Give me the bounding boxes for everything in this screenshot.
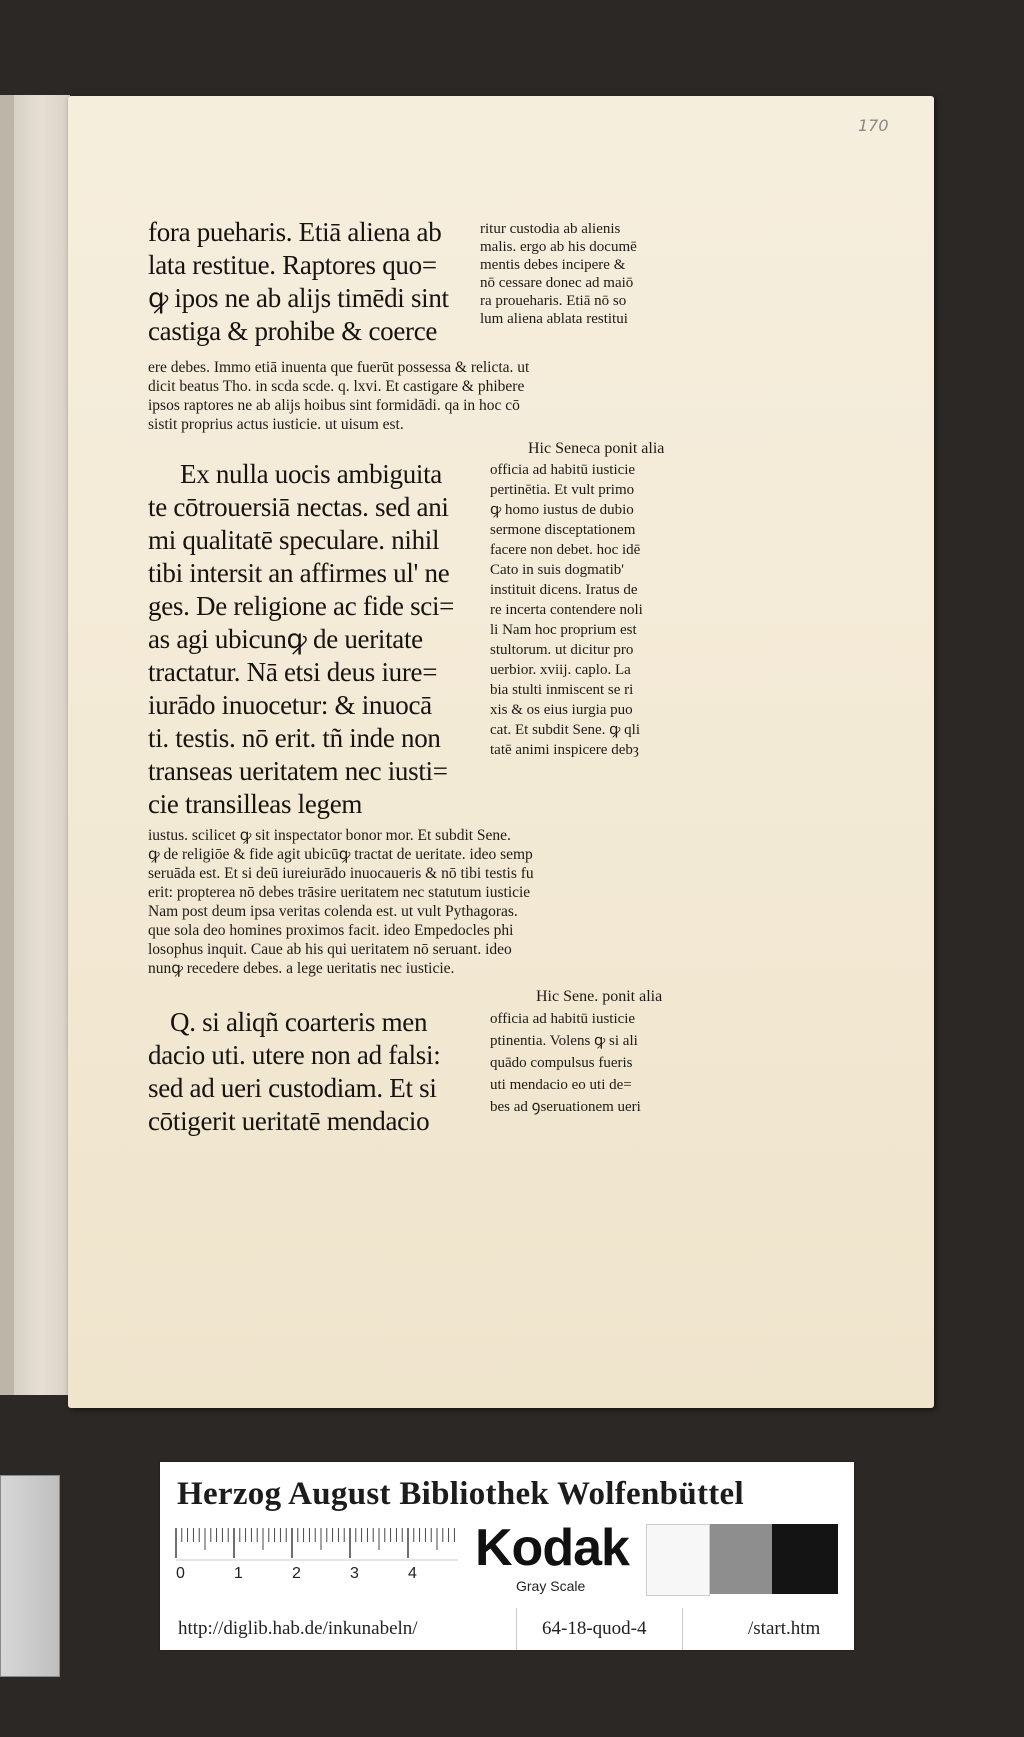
text-line: facere non debet. hoc idē xyxy=(490,542,641,558)
para3-side-column xyxy=(490,1008,716,1118)
url-row xyxy=(160,1608,854,1650)
text-line: xis & os eius iurgia puo xyxy=(490,702,633,718)
color-target-card xyxy=(160,1462,854,1650)
text-line: ꝙ ipos ne ab alijs timēdi sint xyxy=(148,283,449,313)
text-block xyxy=(148,216,716,1136)
text-line: cat. Et subdit Sene. ꝙ qli xyxy=(490,722,640,738)
black-swatch xyxy=(772,1524,838,1594)
para3-heading: Hic Sene. ponit alia xyxy=(536,988,663,1005)
text-line: malis. ergo ab his documē xyxy=(480,239,637,255)
text-line: te cōtrouersiā nectas. sed ani xyxy=(148,492,449,522)
text-line: bia stulti inmiscent se ri xyxy=(490,682,634,698)
text-line: sermone disceptationem xyxy=(490,522,636,538)
text-line: tractatur. Nā etsi deus iure= xyxy=(148,657,438,687)
previous-page-edge xyxy=(0,95,70,1395)
text-line: cie transilleas legem xyxy=(148,789,363,819)
ruler-number: 4 xyxy=(408,1565,417,1580)
text-line: Nam post deum ipsa veritas colenda est. ut vult Pythagoras. xyxy=(148,903,518,920)
manuscript-page xyxy=(68,96,934,1408)
text-line: ipsos raptores ne ab alijs hoibus sint formidādi. qa in hoc cō xyxy=(148,397,520,414)
text-line: dacio uti. utere non ad falsi: xyxy=(148,1040,441,1070)
text-line: pertinētia. Et vult primo xyxy=(490,482,635,498)
ruler-number: 1 xyxy=(234,1565,243,1580)
text-line: tatē animi inspicere debȝ xyxy=(490,742,639,758)
url-separator xyxy=(682,1608,683,1650)
text-line: lum aliena ablata restitui xyxy=(480,311,628,327)
text-line: officia ad habitū iusticie xyxy=(490,1011,636,1027)
text-line: cōtigerit ueritatē mendacio xyxy=(148,1106,430,1136)
text-line: sistit proprius actus iusticie. ut uisum est. xyxy=(148,416,404,433)
url-suffix: /start.htm xyxy=(748,1618,821,1639)
gray-scale-label: Gray Scale xyxy=(516,1578,586,1594)
text-line: ra proueharis. Etiā nō so xyxy=(480,293,627,309)
text-line: quādo compulsus fueris xyxy=(490,1055,633,1071)
para2-side-column xyxy=(490,460,716,760)
text-line: ꝙ homo iustus de dubio xyxy=(490,502,634,518)
side-label-strip xyxy=(0,1475,60,1677)
text-line: erit: propterea nō debes trāsire ueritatem nec statutum iusticie xyxy=(148,884,531,901)
text-line: transeas ueritatem nec iusti= xyxy=(148,756,448,786)
ruler-ticks xyxy=(176,1528,458,1560)
text-line: as agi ubicunꝙ de ueritate xyxy=(148,624,423,654)
text-line: dicit beatus Tho. in scda scde. q. lxvi. Et castigare & phibere xyxy=(148,378,525,395)
text-line: ptinentia. Volens ꝙ si ali xyxy=(490,1033,638,1049)
text-line: ritur custodia ab alienis xyxy=(480,221,621,237)
text-line: ere debes. Immo etiā inuenta que fuerūt possessa & relicta. ut xyxy=(148,359,530,376)
text-line: officia ad habitū iusticie xyxy=(490,462,636,478)
text-line: mentis debes incipere & xyxy=(480,257,626,273)
text-line: li Nam hoc proprium est xyxy=(490,622,637,638)
text-line: losophus inquit. Caue ab his qui ueritatem nō seruant. ideo xyxy=(148,941,512,958)
url-separator xyxy=(516,1608,517,1650)
text-line: castiga & prohibe & coerce xyxy=(148,316,438,346)
folio-number: 170 xyxy=(858,116,889,135)
text-line: re incerta contendere noli xyxy=(490,602,643,618)
ruler-number: 3 xyxy=(350,1565,359,1580)
kodak-logo: Kodak xyxy=(475,1519,629,1577)
url-base: http://diglib.hab.de/inkunabeln/ xyxy=(178,1618,418,1639)
ruler-number: 0 xyxy=(176,1565,185,1580)
text-line: uti mendacio eo uti de= xyxy=(490,1077,632,1093)
text-line: fora pueharis. Etiā aliena ab xyxy=(148,217,442,247)
para3-main-column xyxy=(148,1006,488,1138)
text-line: ges. De religione ac fide sci= xyxy=(148,591,455,621)
text-line: uerbior. xviij. caplo. La xyxy=(490,662,631,678)
text-line: Q. si aliqñ coarteris men xyxy=(170,1007,428,1037)
para1-side-column xyxy=(480,220,716,328)
text-line: instituit dicens. Iratus de xyxy=(490,582,638,598)
text-line: stultorum. ut dicitur pro xyxy=(490,642,634,658)
para2-main-column xyxy=(148,458,488,821)
text-line: iustus. scilicet ꝙ sit inspectator bonor mor. Et subdit Sene. xyxy=(148,827,511,844)
text-line: lata restitue. Raptores quo= xyxy=(148,250,437,280)
url-id: 64-18-quod-4 xyxy=(542,1618,647,1639)
para2-heading: Hic Seneca ponit alia xyxy=(528,440,665,457)
library-title: Herzog August Bibliothek Wolfenbüttel xyxy=(177,1476,744,1512)
text-line: seruāda est. Et si deū iureiurādo inuocaueris & nō tibi testis fu xyxy=(148,865,534,882)
page-gutter xyxy=(0,95,14,1395)
text-line: iurādo inuocetur: & inuocā xyxy=(148,690,432,720)
text-line: bes ad ꝯseruationem ueri xyxy=(490,1099,641,1115)
text-line: Ex nulla uocis ambiguita xyxy=(180,459,442,489)
text-line: Cato in suis dogmatib' xyxy=(490,562,624,578)
text-line: nō cessare donec ad maiō xyxy=(480,275,634,291)
text-line: ti. testis. nō erit. tñ inde non xyxy=(148,723,441,753)
text-line: mi qualitatē speculare. nihil xyxy=(148,525,440,555)
para2-full-lines xyxy=(148,826,716,978)
ruler-scale xyxy=(174,1526,464,1580)
gray-swatch xyxy=(710,1524,772,1594)
ruler-number: 2 xyxy=(292,1565,301,1580)
white-swatch xyxy=(646,1524,710,1596)
para1-main-column xyxy=(148,216,478,348)
text-line: que sola deo homines proximos facit. ideo Empedocles phi xyxy=(148,922,514,939)
text-line: ꝙ de religiōe & fide agit ubicūꝙ tractat de ueritate. ideo semp xyxy=(148,846,533,863)
text-line: nunꝙ recedere debes. a lege ueritatis nec iusticie. xyxy=(148,960,455,977)
text-line: sed ad ueri custodiam. Et si xyxy=(148,1073,437,1103)
para1-full-lines xyxy=(148,358,716,434)
text-line: tibi intersit an affirmes ul' ne xyxy=(148,558,450,588)
